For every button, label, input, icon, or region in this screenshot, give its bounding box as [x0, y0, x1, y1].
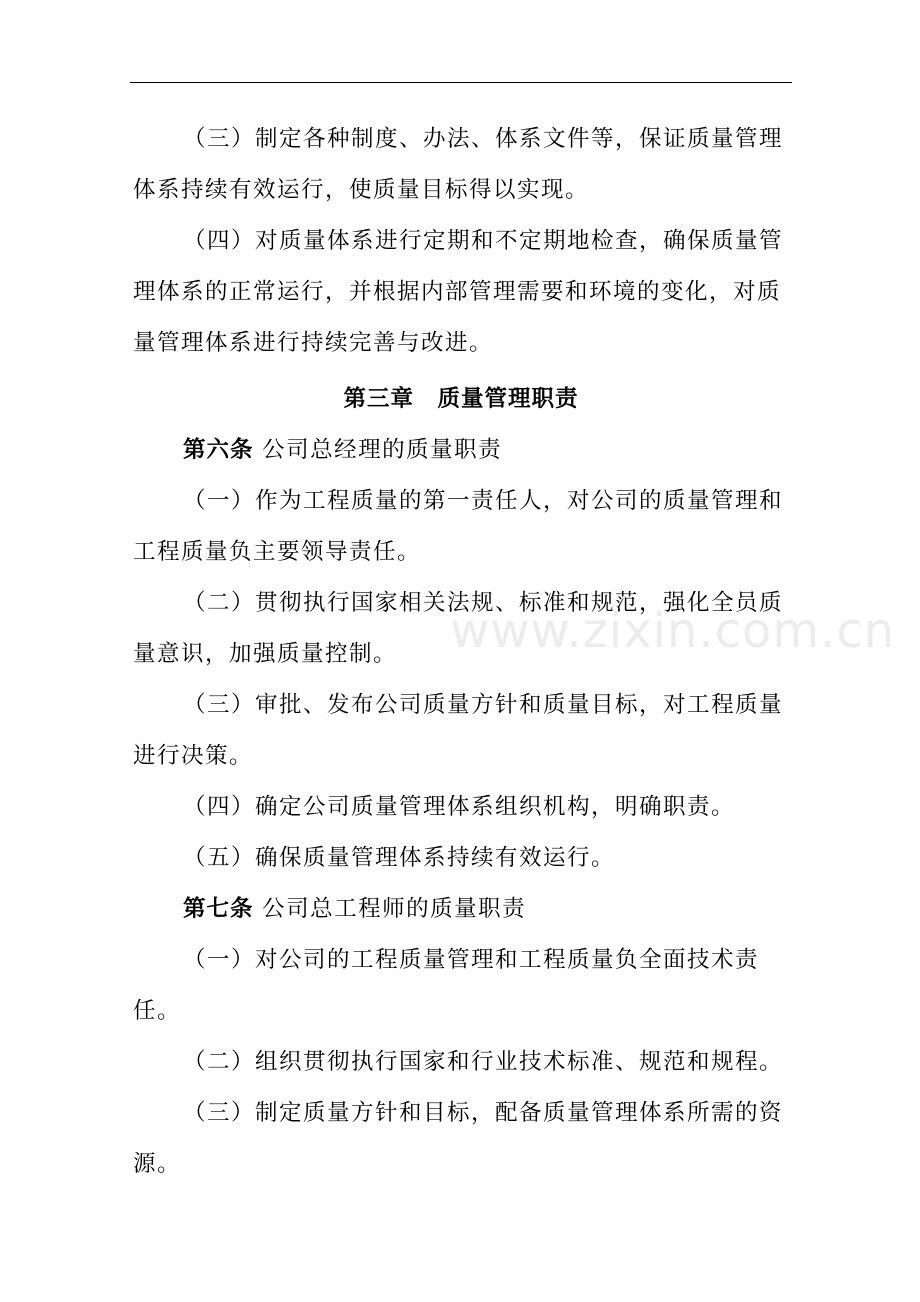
article-heading — [133, 425, 789, 476]
list-item: （五）确保质量管理体系持续有效运行。 — [183, 845, 616, 871]
list-item-cont: 任。 — [133, 998, 182, 1024]
article-label: 第六条 — [183, 437, 254, 463]
list-item: （三）审批、发布公司质量方针和质量目标，对工程质量 — [183, 692, 784, 718]
paragraph-line: 理体系的正常运行，并根据内部管理需要和环境的变化，对质 — [133, 279, 782, 305]
paragraph-line: 体系持续有效运行，使质量目标得以实现。 — [133, 177, 590, 203]
list-item: （一）对公司的工程质量管理和工程质量负全面技术责 — [183, 947, 760, 973]
list-item: （一）作为工程质量的第一责任人，对公司的质量管理和 — [183, 488, 784, 514]
article-heading — [133, 884, 789, 935]
list-item: （二）组织贯彻执行国家和行业技术标准、规范和规程。 — [183, 1049, 784, 1075]
list-item-cont: 源。 — [133, 1151, 182, 1177]
watermark: www.zixin.com.cn — [450, 603, 896, 659]
list-item-cont: 进行决策。 — [133, 743, 254, 769]
paragraph-line: （三）制定各种制度、办法、体系文件等，保证质量管理 — [183, 126, 784, 152]
article-title: 公司总经理的质量职责 — [262, 437, 503, 463]
paragraph-line: 量管理体系进行持续完善与改进。 — [133, 330, 494, 356]
paragraph-line: （四）对质量体系进行定期和不定期地检查，确保质量管 — [183, 228, 784, 254]
list-item-cont: 工程质量负主要领导责任。 — [133, 539, 422, 565]
header-rule — [130, 82, 792, 83]
article-label: 第七条 — [183, 896, 254, 922]
list-item: （三）制定质量方针和目标，配备质量管理体系所需的资 — [183, 1100, 784, 1126]
article-title: 公司总工程师的质量职责 — [262, 896, 527, 922]
list-item: （四）确定公司质量管理体系组织机构，明确职责。 — [183, 794, 736, 820]
chapter-title: 第三章 质量管理职责 — [343, 386, 579, 412]
list-item-cont: 量意识，加强质量控制。 — [133, 641, 398, 667]
list-item: （二）贯彻执行国家相关法规、标准和规范，强化全员质 — [183, 590, 784, 616]
